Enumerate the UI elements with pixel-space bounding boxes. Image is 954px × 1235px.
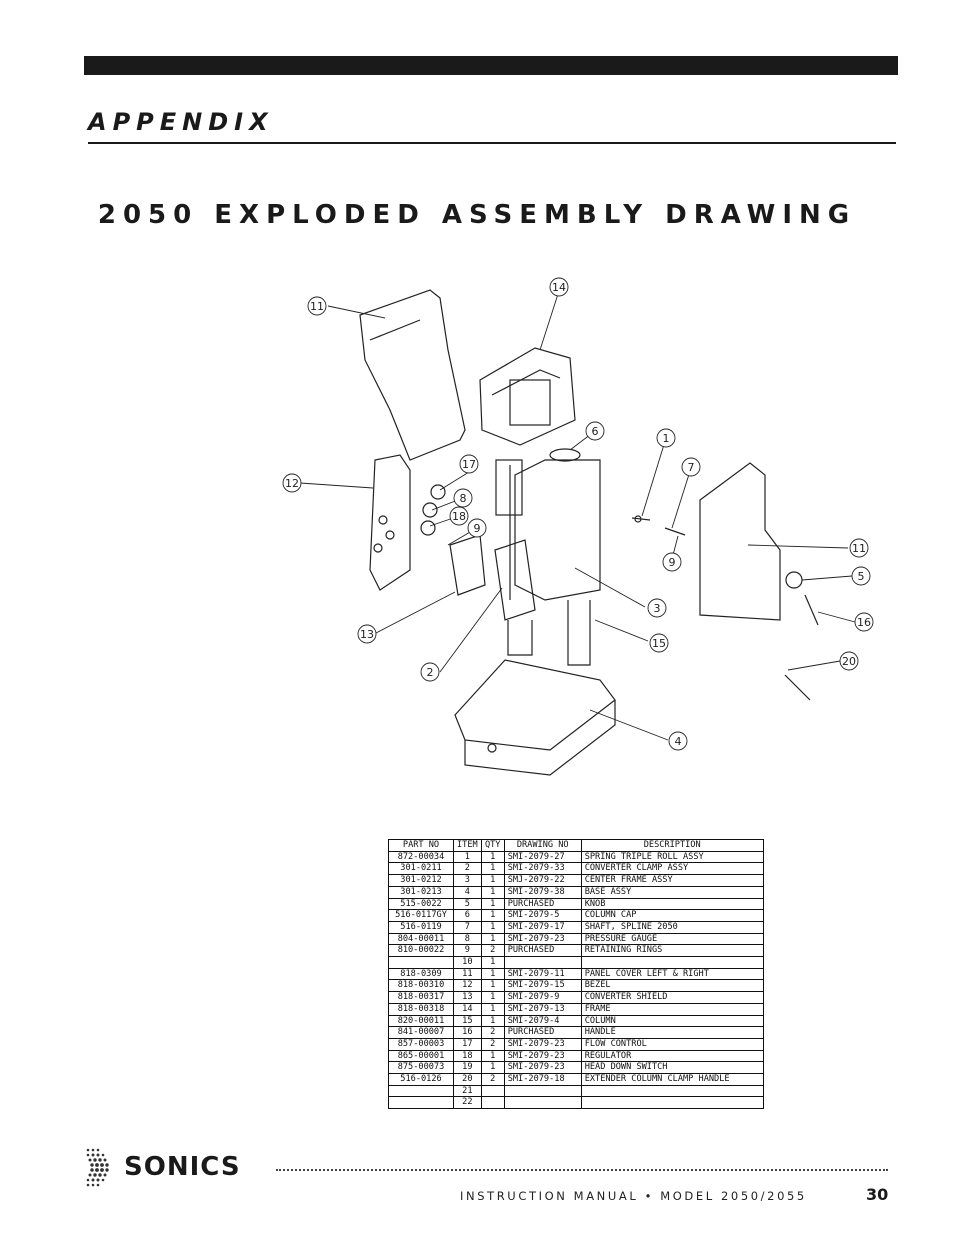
table-row <box>389 1027 764 1039</box>
cell-description: CONVERTER CLAMP ASSY <box>581 863 763 875</box>
panel-cover-left <box>360 290 465 460</box>
column-part <box>568 600 590 665</box>
converter-shield-part <box>450 535 485 595</box>
cell-part-no: 516-0117GY <box>389 910 454 922</box>
cell-item: 11 <box>454 968 482 980</box>
panel-cover-edge <box>370 320 420 340</box>
section-title: APPENDIX <box>88 108 274 136</box>
callout-label: 14 <box>552 281 566 294</box>
cell-item: 17 <box>454 1038 482 1050</box>
leader-12 <box>300 483 373 488</box>
cell-qty: 1 <box>481 957 504 969</box>
table-row <box>389 898 764 910</box>
cell-drawing-no: SMI-2079-38 <box>504 886 581 898</box>
callout-leaders <box>300 294 855 740</box>
callout-label: 1 <box>662 432 670 445</box>
cell-part-no: 301-0211 <box>389 863 454 875</box>
callout-label: 12 <box>285 477 299 490</box>
page-number: 30 <box>866 1185 889 1204</box>
table-row <box>389 980 764 992</box>
leader-16 <box>818 612 855 622</box>
drawing-svg <box>270 270 890 790</box>
cell-drawing-no: SMI-2079-23 <box>504 1038 581 1050</box>
cell-drawing-no: PURCHASED <box>504 945 581 957</box>
cell-drawing-no: SMI-2079-27 <box>504 851 581 863</box>
header-part-no: PART NO <box>389 840 454 852</box>
leader-2 <box>440 588 502 672</box>
cell-drawing-no: SMI-2079-23 <box>504 1062 581 1074</box>
cell-part-no: 301-0213 <box>389 886 454 898</box>
cell-part-no: 820-00011 <box>389 1015 454 1027</box>
cell-description: HANDLE <box>581 1027 763 1039</box>
frame-part <box>480 348 575 445</box>
cell-qty: 2 <box>481 1027 504 1039</box>
table-row <box>389 1074 764 1086</box>
table-row <box>389 886 764 898</box>
cell-item: 3 <box>454 875 482 887</box>
cell-part-no <box>389 957 454 969</box>
cell-qty: 1 <box>481 1003 504 1015</box>
cell-part-no: 301-0212 <box>389 875 454 887</box>
knob-part <box>786 572 802 588</box>
cell-qty: 1 <box>481 933 504 945</box>
cell-description: CENTER FRAME ASSY <box>581 875 763 887</box>
cell-drawing-no <box>504 957 581 969</box>
column-cap-part <box>550 449 580 461</box>
base-part <box>455 660 615 750</box>
header-item: ITEM <box>454 840 482 852</box>
cell-qty: 2 <box>481 1074 504 1086</box>
cell-description: COLUMN <box>581 1015 763 1027</box>
cell-drawing-no: SMI-2079-4 <box>504 1015 581 1027</box>
callout-label: 18 <box>452 510 466 523</box>
cell-drawing-no: PURCHASED <box>504 898 581 910</box>
parts-table <box>388 839 764 1109</box>
cell-description: PANEL COVER LEFT & RIGHT <box>581 968 763 980</box>
cell-description: BASE ASSY <box>581 886 763 898</box>
cell-item: 13 <box>454 992 482 1004</box>
cell-description: CONVERTER SHIELD <box>581 992 763 1004</box>
cell-qty: 1 <box>481 1015 504 1027</box>
leader-17 <box>440 472 469 490</box>
extender-handle-part <box>785 675 810 700</box>
cell-item: 15 <box>454 1015 482 1027</box>
cell-description: REGULATOR <box>581 1050 763 1062</box>
header-drawing-no: DRAWING NO <box>504 840 581 852</box>
cell-qty: 1 <box>481 968 504 980</box>
cell-qty: 1 <box>481 875 504 887</box>
parts-table-header <box>389 840 764 852</box>
cell-description: PRESSURE GAUGE <box>581 933 763 945</box>
leader-5 <box>802 576 852 580</box>
cell-description: FRAME <box>581 1003 763 1015</box>
cell-part-no: 818-0309 <box>389 968 454 980</box>
table-row <box>389 957 764 969</box>
cell-part-no: 818-00310 <box>389 980 454 992</box>
cell-description: HEAD DOWN SWITCH <box>581 1062 763 1074</box>
frame-window <box>510 380 550 425</box>
cell-item: 12 <box>454 980 482 992</box>
cell-description <box>581 957 763 969</box>
callout-label: 2 <box>426 666 434 679</box>
bezel-hole-1 <box>379 516 387 524</box>
cell-qty: 1 <box>481 886 504 898</box>
cell-qty <box>481 1085 504 1097</box>
cell-part-no: 857-00003 <box>389 1038 454 1050</box>
callout-label: 9 <box>668 556 676 569</box>
cell-item: 7 <box>454 921 482 933</box>
cell-part-no: 515-0022 <box>389 898 454 910</box>
leader-14 <box>540 294 558 350</box>
cell-item: 21 <box>454 1085 482 1097</box>
drawing-parts <box>360 290 818 775</box>
cell-item: 10 <box>454 957 482 969</box>
shaft-housing <box>496 460 522 515</box>
leader-11-left <box>328 306 385 318</box>
converter-stub <box>508 620 532 655</box>
cell-drawing-no: SMI-2079-9 <box>504 992 581 1004</box>
cell-description: SHAFT, SPLINE 2050 <box>581 921 763 933</box>
table-row <box>389 1015 764 1027</box>
handle-part <box>805 595 818 625</box>
cell-description <box>581 1085 763 1097</box>
bezel-hole-2 <box>386 531 394 539</box>
callout-label: 7 <box>687 461 695 474</box>
cell-drawing-no: SMI-2079-33 <box>504 863 581 875</box>
cell-drawing-no: SMI-2079-23 <box>504 933 581 945</box>
pressure-gauge-part <box>423 503 437 517</box>
leader-7 <box>672 468 691 528</box>
cell-description <box>581 1097 763 1109</box>
callout-label: 5 <box>857 570 865 583</box>
cell-drawing-no: SMI-2079-18 <box>504 1074 581 1086</box>
callout-label: 15 <box>652 637 666 650</box>
cell-qty: 1 <box>481 992 504 1004</box>
cell-part-no: 810-00022 <box>389 945 454 957</box>
callout-label: 4 <box>674 735 682 748</box>
callout-label: 11 <box>852 542 866 555</box>
cell-part-no: 818-00317 <box>389 992 454 1004</box>
callout-label: 13 <box>360 628 374 641</box>
cell-qty: 1 <box>481 921 504 933</box>
cell-qty: 1 <box>481 980 504 992</box>
cell-part-no: 875-00073 <box>389 1062 454 1074</box>
cell-drawing-no: SMI-2079-13 <box>504 1003 581 1015</box>
cell-description: EXTENDER COLUMN CLAMP HANDLE <box>581 1074 763 1086</box>
leader-15 <box>595 620 648 641</box>
callout-label: 20 <box>842 655 856 668</box>
cell-qty: 1 <box>481 863 504 875</box>
cell-part-no: 804-00011 <box>389 933 454 945</box>
cell-qty: 1 <box>481 1050 504 1062</box>
cell-qty: 1 <box>481 851 504 863</box>
callout-label: 11 <box>310 300 324 313</box>
table-row <box>389 851 764 863</box>
cell-item: 16 <box>454 1027 482 1039</box>
parts-table-body <box>389 851 764 1108</box>
table-row <box>389 1038 764 1050</box>
cell-item: 1 <box>454 851 482 863</box>
table-row <box>389 1003 764 1015</box>
logo-wordmark: SONICS <box>124 1152 241 1182</box>
header-rule <box>88 142 896 144</box>
cell-item: 4 <box>454 886 482 898</box>
cell-description: RETAINING RINGS <box>581 945 763 957</box>
callout-label: 8 <box>459 492 467 505</box>
table-row <box>389 968 764 980</box>
cell-drawing-no: SMI-2079-15 <box>504 980 581 992</box>
cell-qty: 1 <box>481 1062 504 1074</box>
bezel-hole-3 <box>374 544 382 552</box>
cell-description: COLUMN CAP <box>581 910 763 922</box>
cell-item: 8 <box>454 933 482 945</box>
cell-part-no <box>389 1085 454 1097</box>
bezel-part <box>370 455 410 590</box>
callout-label: 16 <box>857 616 871 629</box>
callout-label: 17 <box>462 458 476 471</box>
cell-item: 2 <box>454 863 482 875</box>
center-frame-part <box>515 460 600 600</box>
cell-drawing-no <box>504 1085 581 1097</box>
table-row <box>389 921 764 933</box>
footer-manual-title: INSTRUCTION MANUAL • MODEL 2050/2055 <box>460 1189 807 1203</box>
cell-part-no: 516-0126 <box>389 1074 454 1086</box>
cell-item: 6 <box>454 910 482 922</box>
logo-mark-icon <box>84 1146 118 1190</box>
callout-bubbles <box>283 278 873 750</box>
leader-13 <box>376 592 455 633</box>
cell-item: 9 <box>454 945 482 957</box>
table-row <box>389 933 764 945</box>
cell-item: 22 <box>454 1097 482 1109</box>
shaft-spline-part <box>665 528 685 535</box>
table-row <box>389 992 764 1004</box>
panel-cover-right <box>700 463 780 620</box>
table-row <box>389 910 764 922</box>
cell-part-no <box>389 1097 454 1109</box>
cell-item: 19 <box>454 1062 482 1074</box>
cell-qty <box>481 1097 504 1109</box>
table-row <box>389 875 764 887</box>
leader-1 <box>642 438 666 516</box>
table-row <box>389 945 764 957</box>
cell-item: 18 <box>454 1050 482 1062</box>
cell-part-no: 841-00007 <box>389 1027 454 1039</box>
cell-drawing-no: SMI-2079-5 <box>504 910 581 922</box>
cell-item: 20 <box>454 1074 482 1086</box>
sonics-logo <box>84 1146 274 1190</box>
cell-drawing-no: SMJ-2079-22 <box>504 875 581 887</box>
cell-drawing-no: PURCHASED <box>504 1027 581 1039</box>
header-bar <box>84 56 898 75</box>
cell-part-no: 865-00001 <box>389 1050 454 1062</box>
callout-label: 3 <box>653 602 661 615</box>
exploded-assembly-drawing <box>270 270 890 790</box>
leader-3 <box>575 568 645 607</box>
table-row <box>389 863 764 875</box>
leader-11-right <box>748 545 848 548</box>
cell-part-no: 516-0119 <box>389 921 454 933</box>
cell-qty: 2 <box>481 1038 504 1050</box>
cell-description: BEZEL <box>581 980 763 992</box>
cell-drawing-no: SMI-2079-23 <box>504 1050 581 1062</box>
cell-drawing-no: SMI-2079-11 <box>504 968 581 980</box>
regulator-part <box>421 521 435 535</box>
base-hole <box>488 744 496 752</box>
cell-part-no: 818-00318 <box>389 1003 454 1015</box>
cell-item: 5 <box>454 898 482 910</box>
flow-control-part <box>431 485 445 499</box>
cell-drawing-no <box>504 1097 581 1109</box>
table-row <box>389 1050 764 1062</box>
cell-description: SPRING TRIPLE ROLL ASSY <box>581 851 763 863</box>
leader-20 <box>788 661 840 670</box>
cell-drawing-no: SMI-2079-17 <box>504 921 581 933</box>
table-row <box>389 1085 764 1097</box>
cell-qty: 2 <box>481 945 504 957</box>
callout-label: 9 <box>473 522 481 535</box>
table-row <box>389 1097 764 1109</box>
cell-description: KNOB <box>581 898 763 910</box>
cell-part-no: 872-00034 <box>389 851 454 863</box>
table-row <box>389 1062 764 1074</box>
callout-label: 6 <box>591 425 599 438</box>
cell-item: 14 <box>454 1003 482 1015</box>
page-heading: 2050 EXPLODED ASSEMBLY DRAWING <box>97 200 857 230</box>
header-description: DESCRIPTION <box>581 840 763 852</box>
header-qty: QTY <box>481 840 504 852</box>
cell-description: FLOW CONTROL <box>581 1038 763 1050</box>
footer-dotted-rule <box>276 1169 888 1171</box>
cell-qty: 1 <box>481 910 504 922</box>
cell-qty: 1 <box>481 898 504 910</box>
